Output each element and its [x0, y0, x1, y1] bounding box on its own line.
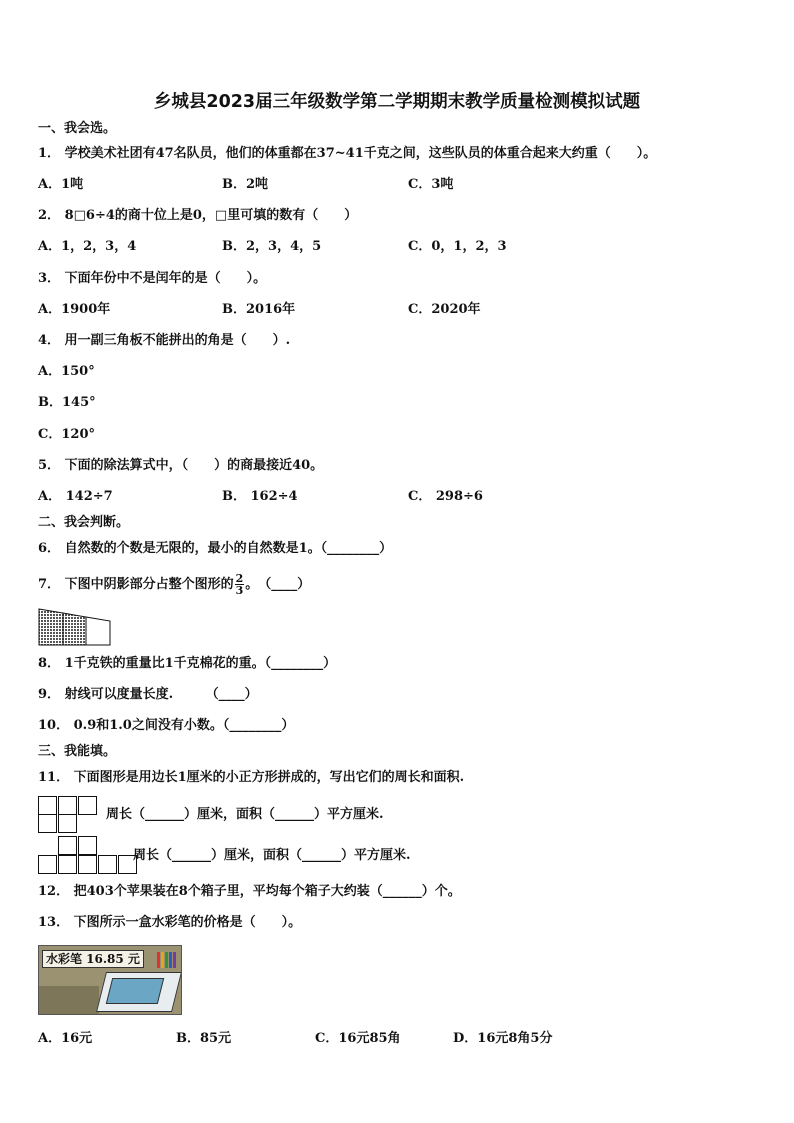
- q7-shaded-part-2: [63, 613, 86, 645]
- question-7: [38, 570, 310, 600]
- price-tag-label: 水彩笔 16.85 元: [42, 950, 144, 968]
- q3-option-b[interactable]: B．2016年: [222, 302, 296, 317]
- question-8: 8． 1千克铁的重量比1千克棉花的重。（________）: [38, 656, 337, 671]
- pens-icon: [157, 952, 179, 968]
- q1-option-a[interactable]: A．1吨: [38, 177, 84, 192]
- question-12: 12． 把403个苹果装在8个箱子里，平均每个箱子大约装（______）个。: [38, 884, 461, 899]
- q7-shaded-part-1: [39, 609, 63, 645]
- question-1: 1． 学校美术社团有47名队员，他们的体重都在37~41千克之间，这些队员的体重合起来大约重（ ）。: [38, 146, 657, 161]
- q1-option-b[interactable]: B．2吨: [222, 177, 269, 192]
- q7-fraction-numerator: 2: [235, 572, 244, 585]
- pen-orange: [161, 952, 164, 968]
- q3-option-c[interactable]: C．2020年: [408, 302, 481, 317]
- q7-shaded-figure: [38, 608, 112, 646]
- question-11: 11． 下面图形是用边长1厘米的小正方形拼成的，写出它们的周长和面积.: [38, 770, 465, 785]
- unit-square: [58, 796, 77, 815]
- section-heading-judge: 二、我会判断。: [38, 515, 130, 530]
- question-5: 5． 下面的除法算式中，（ ）的商最接近40。: [38, 458, 324, 473]
- unit-square: [78, 855, 97, 874]
- unit-square: [78, 796, 97, 815]
- unit-square: [38, 855, 57, 874]
- unit-square: [58, 855, 77, 874]
- q2-option-b[interactable]: B．2，3，4，5: [222, 239, 322, 254]
- table-surface: [39, 986, 99, 1015]
- section-heading-fill: 三、我能填。: [38, 744, 117, 759]
- unit-square: [58, 836, 77, 855]
- unit-square: [38, 796, 57, 815]
- unit-square: [58, 814, 77, 833]
- unit-square: [38, 814, 57, 833]
- question-10: 10． 0.9和1.0之间没有小数。（________）: [38, 718, 295, 733]
- q13-option-b[interactable]: B．85元: [176, 1031, 232, 1046]
- q7-text-before: 7． 下图中阴影部分占整个图形的: [38, 577, 234, 592]
- pen-box-lid-art: [106, 978, 164, 1004]
- unit-square: [78, 836, 97, 855]
- question-3: 3． 下面年份中不是闰年的是（ ）。: [38, 271, 267, 286]
- question-4: 4． 用一副三角板不能拼出的角是（ ）.: [38, 333, 291, 348]
- pen-purple: [173, 952, 176, 968]
- q13-option-c[interactable]: C．16元85角: [315, 1031, 401, 1046]
- q11-answer-line-1: 周长（______）厘米，面积（______）平方厘米.: [106, 807, 384, 822]
- q7-text-after: 。 （____）: [245, 577, 311, 592]
- q11-figure-1: [38, 796, 100, 834]
- section-heading-choice: 一、我会选。: [38, 121, 117, 136]
- q4-option-b[interactable]: B．145°: [38, 395, 96, 410]
- q13-option-d[interactable]: D．16元8角5分: [453, 1031, 553, 1046]
- page-title: 乡城县2023届三年级数学第二学期期末教学质量检测模拟试题: [153, 92, 641, 112]
- q3-option-a[interactable]: A．1900年: [38, 302, 111, 317]
- watercolor-pen-box-image: [38, 945, 182, 1015]
- q5-option-b[interactable]: B． 162÷4: [222, 489, 298, 504]
- q11-figure-2: [38, 836, 138, 876]
- q5-option-c[interactable]: C． 298÷6: [408, 489, 483, 504]
- q7-unshaded-part: [86, 617, 110, 645]
- q13-option-a[interactable]: A．16元: [38, 1031, 93, 1046]
- q7-fraction-denominator: 3: [235, 584, 244, 597]
- unit-square: [98, 855, 117, 874]
- q1-option-c[interactable]: C．3吨: [408, 177, 454, 192]
- pen-red: [157, 952, 160, 968]
- question-6: 6． 自然数的个数是无限的，最小的自然数是1。（________）: [38, 541, 393, 556]
- question-9: 9． 射线可以度量长度. （____）: [38, 687, 258, 702]
- q4-option-c[interactable]: C．120°: [38, 427, 95, 442]
- question-13: 13． 下图所示一盒水彩笔的价格是（ ）。: [38, 915, 302, 930]
- q4-option-a[interactable]: A．150°: [38, 364, 95, 379]
- q11-answer-line-2: 周长（______）厘米，面积（______）平方厘米.: [133, 848, 411, 863]
- question-2: 2． 8□6÷4的商十位上是0，□里可填的数有（ ）: [38, 208, 358, 223]
- pen-green: [165, 952, 168, 968]
- q2-option-a[interactable]: A．1，2，3，4: [38, 239, 137, 254]
- pen-blue: [169, 952, 172, 968]
- q5-option-a[interactable]: A． 142÷7: [38, 489, 113, 504]
- q2-option-c[interactable]: C．0，1，2，3: [408, 239, 507, 254]
- q7-fraction: [235, 573, 245, 596]
